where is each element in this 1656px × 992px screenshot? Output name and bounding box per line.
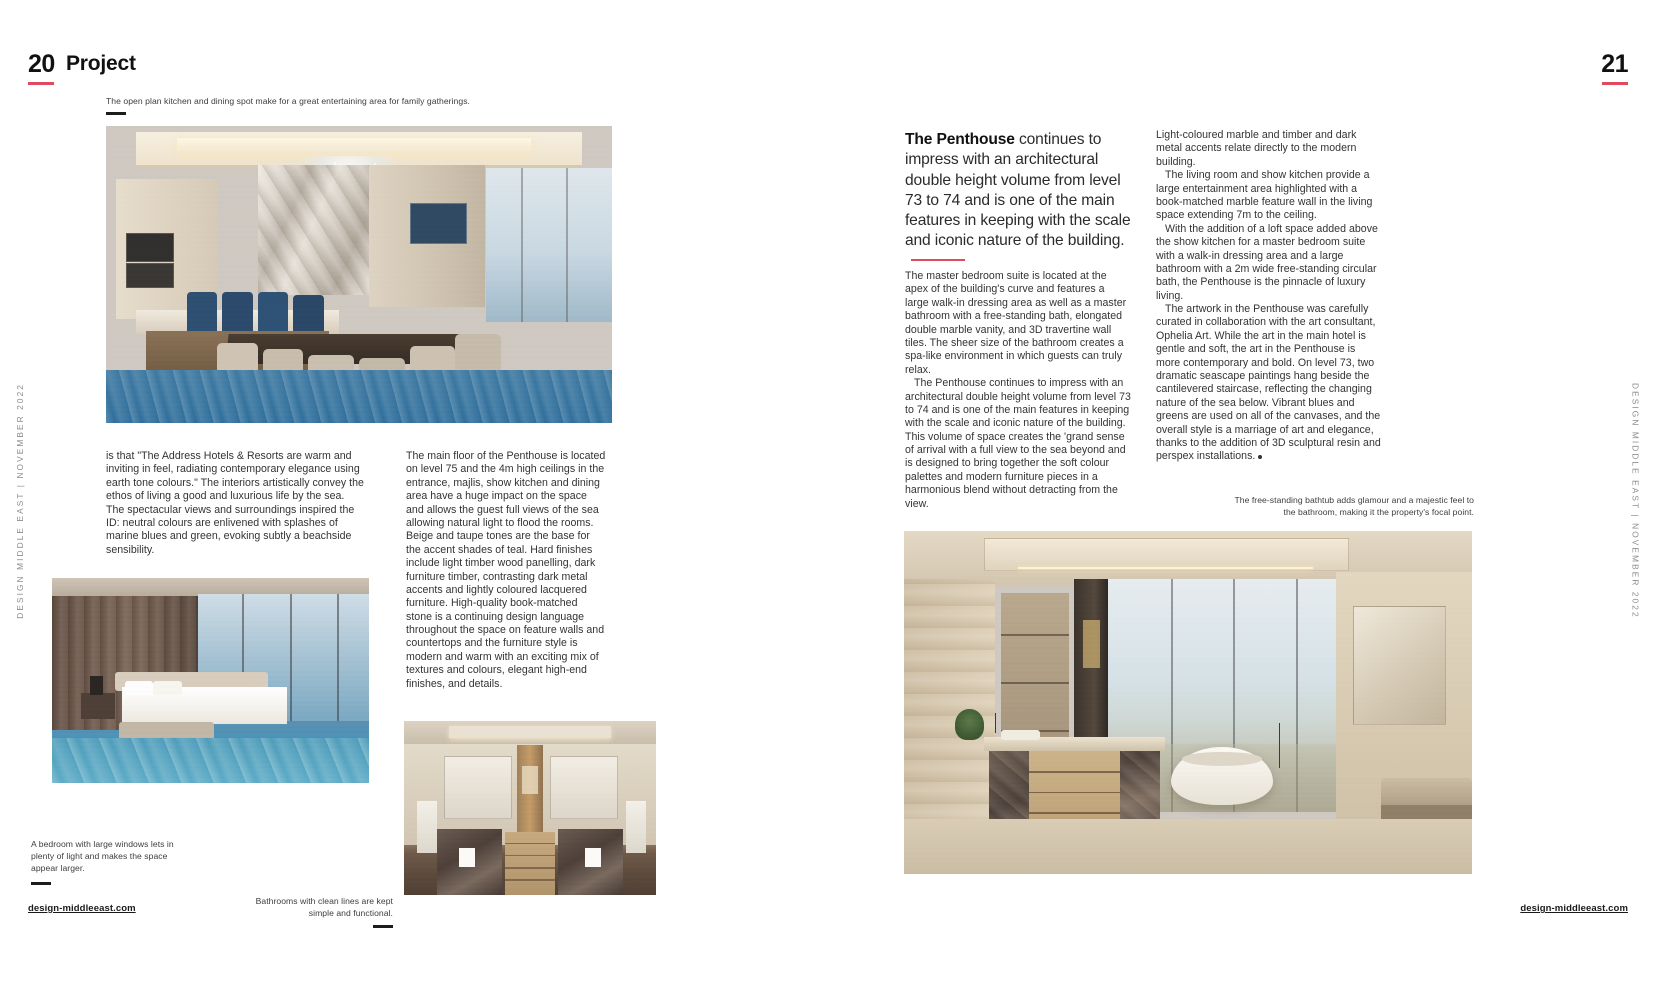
footer-website-right[interactable]: design-middleeast.com xyxy=(1520,903,1628,914)
bathroom-caption: Bathrooms with clean lines are kept simple and functional. xyxy=(255,896,393,919)
lead-rest: continues to impress with an architectural double height volume from level 73 to 74 and is one of the main features in keeping with the scale and iconic nature of the building. xyxy=(905,131,1131,250)
bathroom-caption-rule xyxy=(373,925,393,928)
end-mark xyxy=(1258,455,1262,459)
bathroom-photo xyxy=(404,721,656,895)
bedroom-caption-rule xyxy=(31,882,51,885)
section-title: Project xyxy=(66,52,136,75)
kitchen-dining-photo xyxy=(106,126,612,423)
left-column-one: is that "The Address Hotels & Resorts are warm and inviting in feel, radiating contemporary elegance using earth tone colours." The interiors artistically convey the ethos of living a good and luxurious life by the sea. The spectacular views and surroundings inspired the ID: neutral colours are enlivened with splashes of marine blues and green, evoking subtly a beachside sensibility. xyxy=(106,450,364,556)
right-column-two: Light-coloured marble and timber and dark metal accents relate directly to the modern building. The living room and show kitchen provide a large entertainment area highlighted with a book-matched marble feature wall in the living space extending 7m to the ceiling. With the addition of a loft space added above the show kitchen for a master bedroom suite with a walk-in dressing area and a large bathroom with a 2m wide free-standing circular bath, the Penthouse is the pinnacle of luxury living. The artwork in the Penthouse was carefully curated in collaboration with the art consultant, Ophelia Art. While the art in the main hotel is gentle and soft, the art in the Penthouse is more contemporary and bold. On level 73, two dramatic seascape paintings hang beside the cantilevered staircase, reflecting the changing nature of the sea below. Vibrant blues and greens are used on all of the canvases, and the overall style is a marriage of art and elegance, thanks to the addition of 3D sculptural resin and perspex installations. xyxy=(1156,129,1381,463)
lead-rule xyxy=(911,259,965,261)
right-page xyxy=(828,0,1656,992)
bedroom-photo xyxy=(52,578,369,783)
running-head-left: DESIGN MIDDLE EAST | NOVEMBER 2022 xyxy=(15,383,25,619)
master-bathroom-photo xyxy=(904,531,1472,874)
right-column-one: The master bedroom suite is located at the apex of the building's curve and features a large walk-in dressing area as well as a master bathroom with a free-standing bath, elongated double marble vanity, and 3D travertine wall tiles. The sheer size of the bathroom creates a spa-like environment in which guests can truly relax. The Penthouse continues to impress with an architectural double height volume from level 73 to 74 and is one of the main features in keeping with the scale and iconic nature of the building. This volume of space creates the 'grand sense of arrival with a full view to the sea beyond and is designed to bring together the soft colour palettes and modern furniture pieces in a harmonious blend without detracting from the view. xyxy=(905,270,1131,510)
lead-bold: The Penthouse xyxy=(905,131,1015,148)
kitchen-caption-rule xyxy=(106,112,126,115)
kitchen-caption: The open plan kitchen and dining spot make for a great entertaining area for family gatherings. xyxy=(106,96,470,106)
page-number-right: 21 xyxy=(1601,50,1628,78)
right-column-two-last: The artwork in the Penthouse was carefully curated in collaboration with the art consultant, Ophelia Art. While the art in the main hotel is gentle and soft, the art in the Penthouse is more contemporary and bold. On level 73, two dramatic seascape paintings hang beside the cantilevered staircase, reflecting the changing nature of the sea below. Vibrant blues and greens are used on all of the canvases, and the overall style is a marriage of art and elegance, thanks to the addition of 3D sculptural resin and perspex installations. xyxy=(1156,303,1381,463)
folio-rule-right xyxy=(1602,82,1628,85)
page-number-left: 20 xyxy=(28,50,55,78)
bathtub-caption: The free-standing bathtub adds glamour and a majestic feel to the bathroom, making it the property's focal point. xyxy=(1234,495,1474,518)
running-head-right: DESIGN MIDDLE EAST | NOVEMBER 2022 xyxy=(1631,383,1641,619)
bedroom-caption: A bedroom with large windows lets in plenty of light and makes the space appear larger. xyxy=(31,839,174,874)
footer-website-left[interactable]: design-middleeast.com xyxy=(28,903,136,914)
folio-rule-left xyxy=(28,82,54,85)
lead-paragraph xyxy=(905,130,1131,272)
left-column-two: The main floor of the Penthouse is located on level 75 and the 4m high ceilings in the entrance, majlis, show kitchen and dining area have a huge impact on the space and allows the guest full views of the sea allowing natural light to flood the rooms. Beige and taupe tones are the base for the accent shades of teal. Hard finishes include light timber wood panelling, dark furniture timber, contrasting dark metal accents and lightly coloured lacquered furniture. High-quality book-matched stone is a continuing design language throughout the space on feature walls and countertops and the furniture style is modern and warm with an exciting mix of textures and colours, elegant high-end finishes, and details. xyxy=(406,450,606,690)
